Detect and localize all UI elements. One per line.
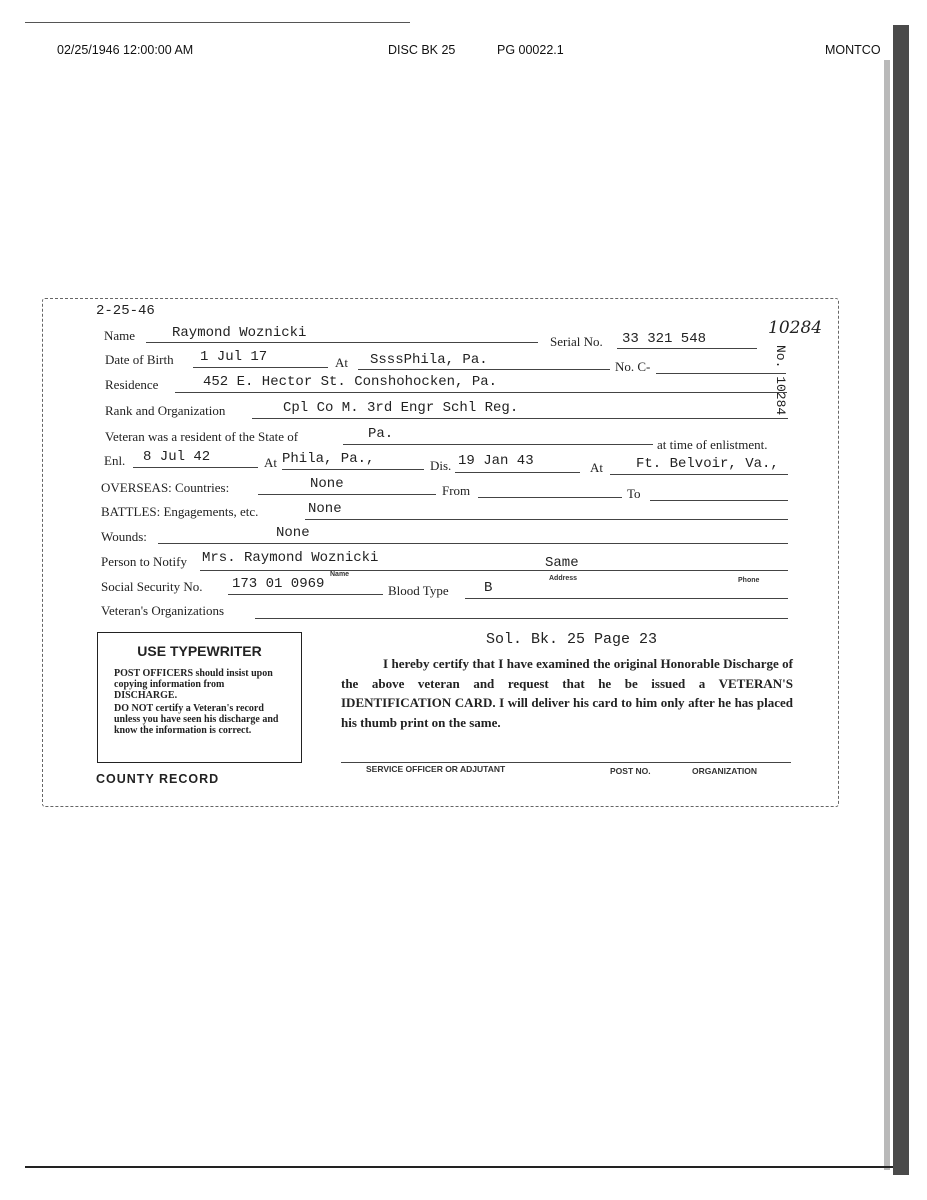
side-record-number: No. 10284 [773,345,788,416]
organization-caption: ORGANIZATION [692,766,758,776]
disc-book: DISC BK 25 [388,43,456,57]
birth-place-value: SsssPhila, Pa. [370,352,488,368]
page-number: PG 00022.1 [497,43,564,57]
notify-name-caption: Name [330,571,350,578]
ssn-value: 173 01 0969 [232,576,325,592]
enlistment-suffix: at time of enlistment. [657,437,768,452]
blood-type-label: Blood Type [388,583,449,598]
dob-label: Date of Birth [105,352,174,367]
dis-value: 19 Jan 43 [458,453,534,469]
do-not-certify-note: DO NOT certify a Veteran's record unless you have seen his discharge and know the information is correct. [114,703,279,736]
enl-at-label: At [264,455,277,470]
name-label: Name [104,328,136,343]
certification-text [341,654,793,732]
residence-label: Residence [105,377,159,392]
serial-value: 33 321 548 [622,331,707,347]
to-label: To [627,486,641,501]
post-number-caption: POST NO. [610,766,651,776]
from-label: From [442,483,471,498]
resident-value: Pa. [368,426,394,442]
blood-type-value: B [484,580,493,596]
birth-at-label: At [335,355,348,370]
name-value: Raymond Woznicki [172,325,307,341]
ssn-label: Social Security No. [101,579,203,594]
scan-right-shadow [884,60,890,1170]
notify-phone-caption: Phone [738,577,760,584]
notify-name-value: Mrs. Raymond Woznicki [202,550,379,566]
notify-address-value: Same [545,555,579,571]
residence-value: 452 E. Hector St. Conshohocken, Pa. [203,374,498,390]
battles-value: None [308,501,342,517]
notify-label: Person to Notify [101,554,187,569]
enl-label: Enl. [104,453,126,468]
post-officers-note: POST OFFICERS should insist upon copying information from DISCHARGE. [114,668,273,701]
enl-place-value: Phila, Pa., [282,451,375,467]
dis-at-label: At [590,460,603,475]
dis-place-value: Ft. Belvoir, Va., [636,456,779,472]
enl-value: 8 Jul 42 [143,449,211,465]
noc-label: No. C- [615,359,651,374]
certification-paragraph: I hereby certify that I have examined the original Honorable Discharge of the above veteran and request that he be issued a VETERAN'S IDENTIFICATION CARD. I will deliver his card to him only after he has placed his thumb print on the same. [341,656,793,730]
notify-address-caption: Address [549,575,578,582]
handwritten-number: 10284 [768,318,823,338]
soldier-book-reference: Sol. Bk. 25 Page 23 [486,631,658,648]
record-timestamp: 02/25/1946 12:00:00 AM [57,43,194,57]
service-officer-caption: SERVICE OFFICER OR ADJUTANT [366,764,506,774]
scan-bottom-rule [25,1166,893,1168]
scan-right-edge [893,25,909,1175]
wounds-value: None [276,525,310,541]
rank-value: Cpl Co M. 3rd Engr Schl Reg. [283,400,519,416]
overseas-value: None [310,476,344,492]
overseas-label: OVERSEAS: Countries: [101,480,230,495]
typewriter-title: USE TYPEWRITER [137,643,262,659]
battles-label: BATTLES: Engagements, etc. [101,504,259,519]
rank-label: Rank and Organization [105,403,226,418]
dob-value: 1 Jul 17 [200,349,268,365]
resident-label: Veteran was a resident of the State of [105,429,299,444]
wounds-label: Wounds: [101,529,147,544]
dis-label: Dis. [430,458,452,473]
typewriter-instructions-box [97,632,302,763]
organizations-label: Veteran's Organizations [101,603,225,618]
county-record-label: COUNTY RECORD [96,772,220,786]
scan-top-rule [25,22,410,23]
card-date: 2-25-46 [96,303,155,319]
serial-label: Serial No. [550,334,603,349]
county-code: MONTCO [825,43,881,57]
